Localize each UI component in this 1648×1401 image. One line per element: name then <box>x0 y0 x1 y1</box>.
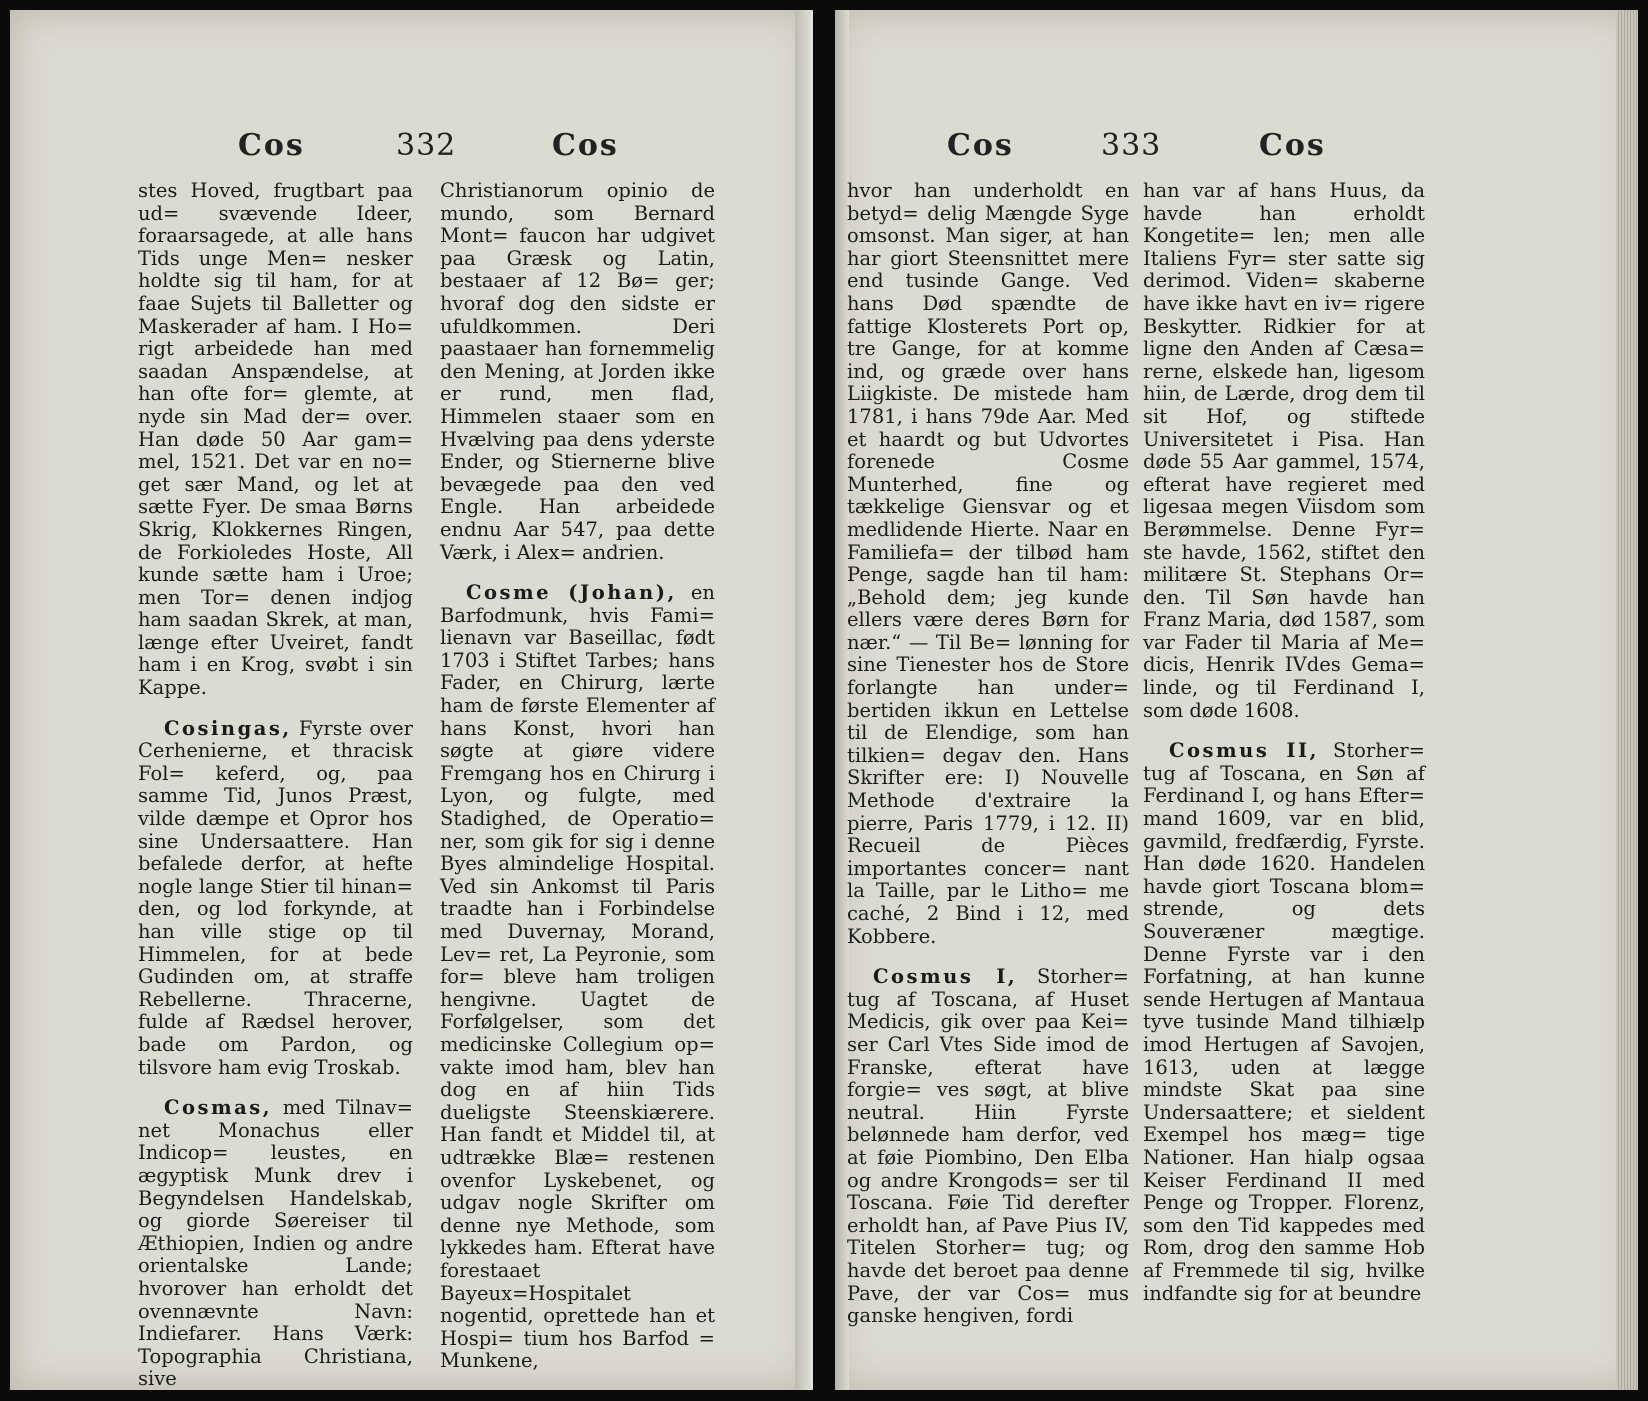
lemma: Cosingas, <box>164 716 292 740</box>
page-fore-edge <box>1616 10 1638 1390</box>
column-left <box>847 180 1129 1328</box>
right-page <box>835 10 1638 1390</box>
header-right-word: Cos <box>1259 128 1326 163</box>
entry-cosingas: Cosingas, Fyrste over Cerhenierne, et thracisk Fol= keferd, og, paa samme Tid, Junos Præst, vilde dæmpe et Opror hos sine Undersaattere. Han befalede derfor, at hefte nogle lange Stier til hinan= den, og lod forkynde, at han ville stige op til Himmelen, for at bede Gudinden om, at straffe Rebellerne. Thracerne, fulde af Rædsel herover, bade om Pardon, og tilsvore ham evig Troskab. <box>138 716 413 1079</box>
header-left-word: Cos <box>947 128 1014 163</box>
column-right <box>440 180 715 1373</box>
lemma: Cosmus II, <box>1169 739 1319 763</box>
lemma: Cosmas, <box>164 1096 273 1120</box>
entry-cosmas: Cosmas, med Tilnav= net Monachus eller Indicop= leustes, en ægyptisk Munk drev i Begyndelsen Handelskab, og giorde Søereiser til Æthiopien, Indien og andre orientalske Lande; hvorover han erholdt det ovennævnte Navn: Indiefarer. Hans Værk: Topographia Christiana, sive <box>138 1096 414 1390</box>
page-header <box>835 128 1638 168</box>
left-page <box>10 10 813 1390</box>
lemma: Cosme (Johan), <box>466 581 677 605</box>
entry-cosmus-i: Cosmus I, Storher= tug af Toscana, af Huset Medicis, gik over paa Kei= ser Carl Vtes Side imod de Franske, efterat have forgie= ves søgt, at blive neutral. Hiin Fyrste belønnede ham derfor, ved at føie Piombino, Den Elba og andre Krongods= ser til Toscana. Føie Tid derefter erholdt han, af Pave Pius IV, Titelen Storher= tug; og havde det beroet paa denne Pave, der var Cos= mus ganske hengiven, fordi <box>847 965 1129 1328</box>
paragraph: han var af hans Huus, da havde han erholdt Kongetite= len; men alle Italiens Fyr= ster satte sig derimod. Viden= skaberne have ikke havt en iv= rigere Beskytter. Ridkier for at ligne den Anden af Cæsa= rerne, elskede han, ligesom hiin, de Lærde, drog dem til sit Hof, og stiftede Universitetet i Pisa. Han døde 55 Aar gammel, 1574, efterat have regieret med ligesaa megen Viisdom som Berømmelse. Denne Fyr= ste havde, 1562, stiftet den militære St. Stephans Or= den. Til Søn havde han Franz Maria, død 1587, som var Fader til Maria af Me= dicis, Henrik IVdes Gema= linde, og til Ferdinand I, som døde 1608. <box>1143 179 1425 722</box>
paragraph: hvor han underholdt en betyd= delig Mængde Syge omsonst. Man siger, at han har giort Steensnittet mere end tusinde Gange. Ved hans Død spændte de fattige Klosterets Port op, tre Gange, for at komme ind, og græde over hans Liigkiste. De mistede ham 1781, i hans 79de Aar. Med et haardt og but Udvortes forenede Cosme Munterhed, fine og tækkelige Giensvar og et medlidende Hierte. Naar en Familiefa= der tilbød ham Penge, sagde han til ham: „Behold dem; jeg kunde ellers være deres Børn for nær.“ — Til Be= lønning for sine Tienester hos de Store forlangte han under= bertiden ikkun en Lettelse til de Elendige, som han tilkien= degav den. Hans Skrifter ere: I) Nouvelle Methode d'extraire la pierre, Paris 1779, i 12. II) Recueil de Pièces importantes concer= nant la Taille, par le Litho= me caché, 2 Bind i 12, med Kobbere. <box>847 179 1129 948</box>
entry-cosme: Cosme (Johan), en Barfodmunk, hvis Fami= lienavn var Baseillac, født 1703 i Stiftet Tarbes; hans Fader, en Chirurg, lærte ham de første Elementer af hans Konst, hvori han søgte at giøre videre Fremgang hos en Chirurg i Lyon, og fulgte, med Stadighed, de Operatio= ner, som gik for sig i denne Byes almindelige Hospital. Ved sin Ankomst til Paris traadte han i Forbindelse med Duvernay, Morand, Lev= ret, La Peyronie, som for= bleve ham troligen hengivne. Uagtet de Forfølgelser, som det medicinske Collegium op= vakte imod ham, blev han dog en af hiin Tids dueligste Steenskiærere. Han fandt et Middel til, at udtrække Blæ= restenen ovenfor Lyskebenet, og udgav nogle Skrifter om denne nye Methode, som lykkedes ham. Efterat have forestaaet Bayeux=Hospitalet nogentid, oprettede han et Hospi= tium hos Barfod = Munkene, <box>440 581 715 1373</box>
paragraph: stes Hoved, frugtbart paa ud= svævende Ideer, foraarsagede, at alle hans Tids unge Men= nesker holdte sig til ham, for at faae Sujets til Balletter og Maskerader af ham. I Ho= rigt arbeidede han med saadan Anspændelse, at han ofte for= glemte, at nyde sin Mad der= over. Han døde 50 Aar gam= mel, 1521. Det var en no= get sær Mand, og let at sætte Fyer. De smaa Børns Skrig, Klokkernes Ringen, de Forkioledes Hoste, All kunde sætte ham i Uroe; men Tor= denen indjog ham saadan Skrek, at man, længe efter Uveiret, fandt ham i en Krog, svøbt i sin Kappe. <box>138 179 413 700</box>
gutter-shadow <box>795 10 813 1390</box>
page-header <box>10 128 813 168</box>
page-number: 333 <box>1101 128 1162 163</box>
entry-cosmus-ii: Cosmus II, Storher= tug af Toscana, en Søn af Ferdinand I, og hans Efter= mand 1609, var en blid, gavmild, fredfærdig, Fyrste. Han døde 1620. Handelen havde giort Toscana blom= strende, og dets Souveræner mægtige. Denne Fyrste var i den Forfatning, at han kunne sende Hertugen af Mantaua tyve tusinde Mand tilhiælp imod Hertugen af Savojen, 1613, uden at lægge mindste Skat paa sine Undersaattere; et sieldent Exempel hos mæg= tige Nationer. Han hialp ogsaa Keiser Ferdinand II med Penge og Tropper. Florenz, som den Tid kappedes med Rom, drog den samme Hob af Fremmede til sig, hvilke indfandte sig for at beundre <box>1143 739 1425 1305</box>
paragraph: Christianorum opinio de mundo, som Bernard Mont= faucon har udgivet paa Græsk og Latin, bestaaer af 12 Bø= ger; hvoraf dog den sidste er ufuldkommen. Deri paastaaer han fornemmelig den Mening, at Jorden ikke er rund, men flad, Himmelen staaer som en Hvælving paa dens yderste Ender, og Stiernerne blive bevægede paa den ved Engle. Han arbeidede endnu Aar 547, paa dette Værk, i Alex= andrien. <box>440 179 715 564</box>
header-right-word: Cos <box>552 128 619 163</box>
column-left <box>138 180 413 1390</box>
lemma: Cosmus I, <box>873 965 1018 989</box>
header-left-word: Cos <box>238 128 305 163</box>
page-number: 332 <box>396 128 457 163</box>
column-right <box>1143 180 1425 1305</box>
